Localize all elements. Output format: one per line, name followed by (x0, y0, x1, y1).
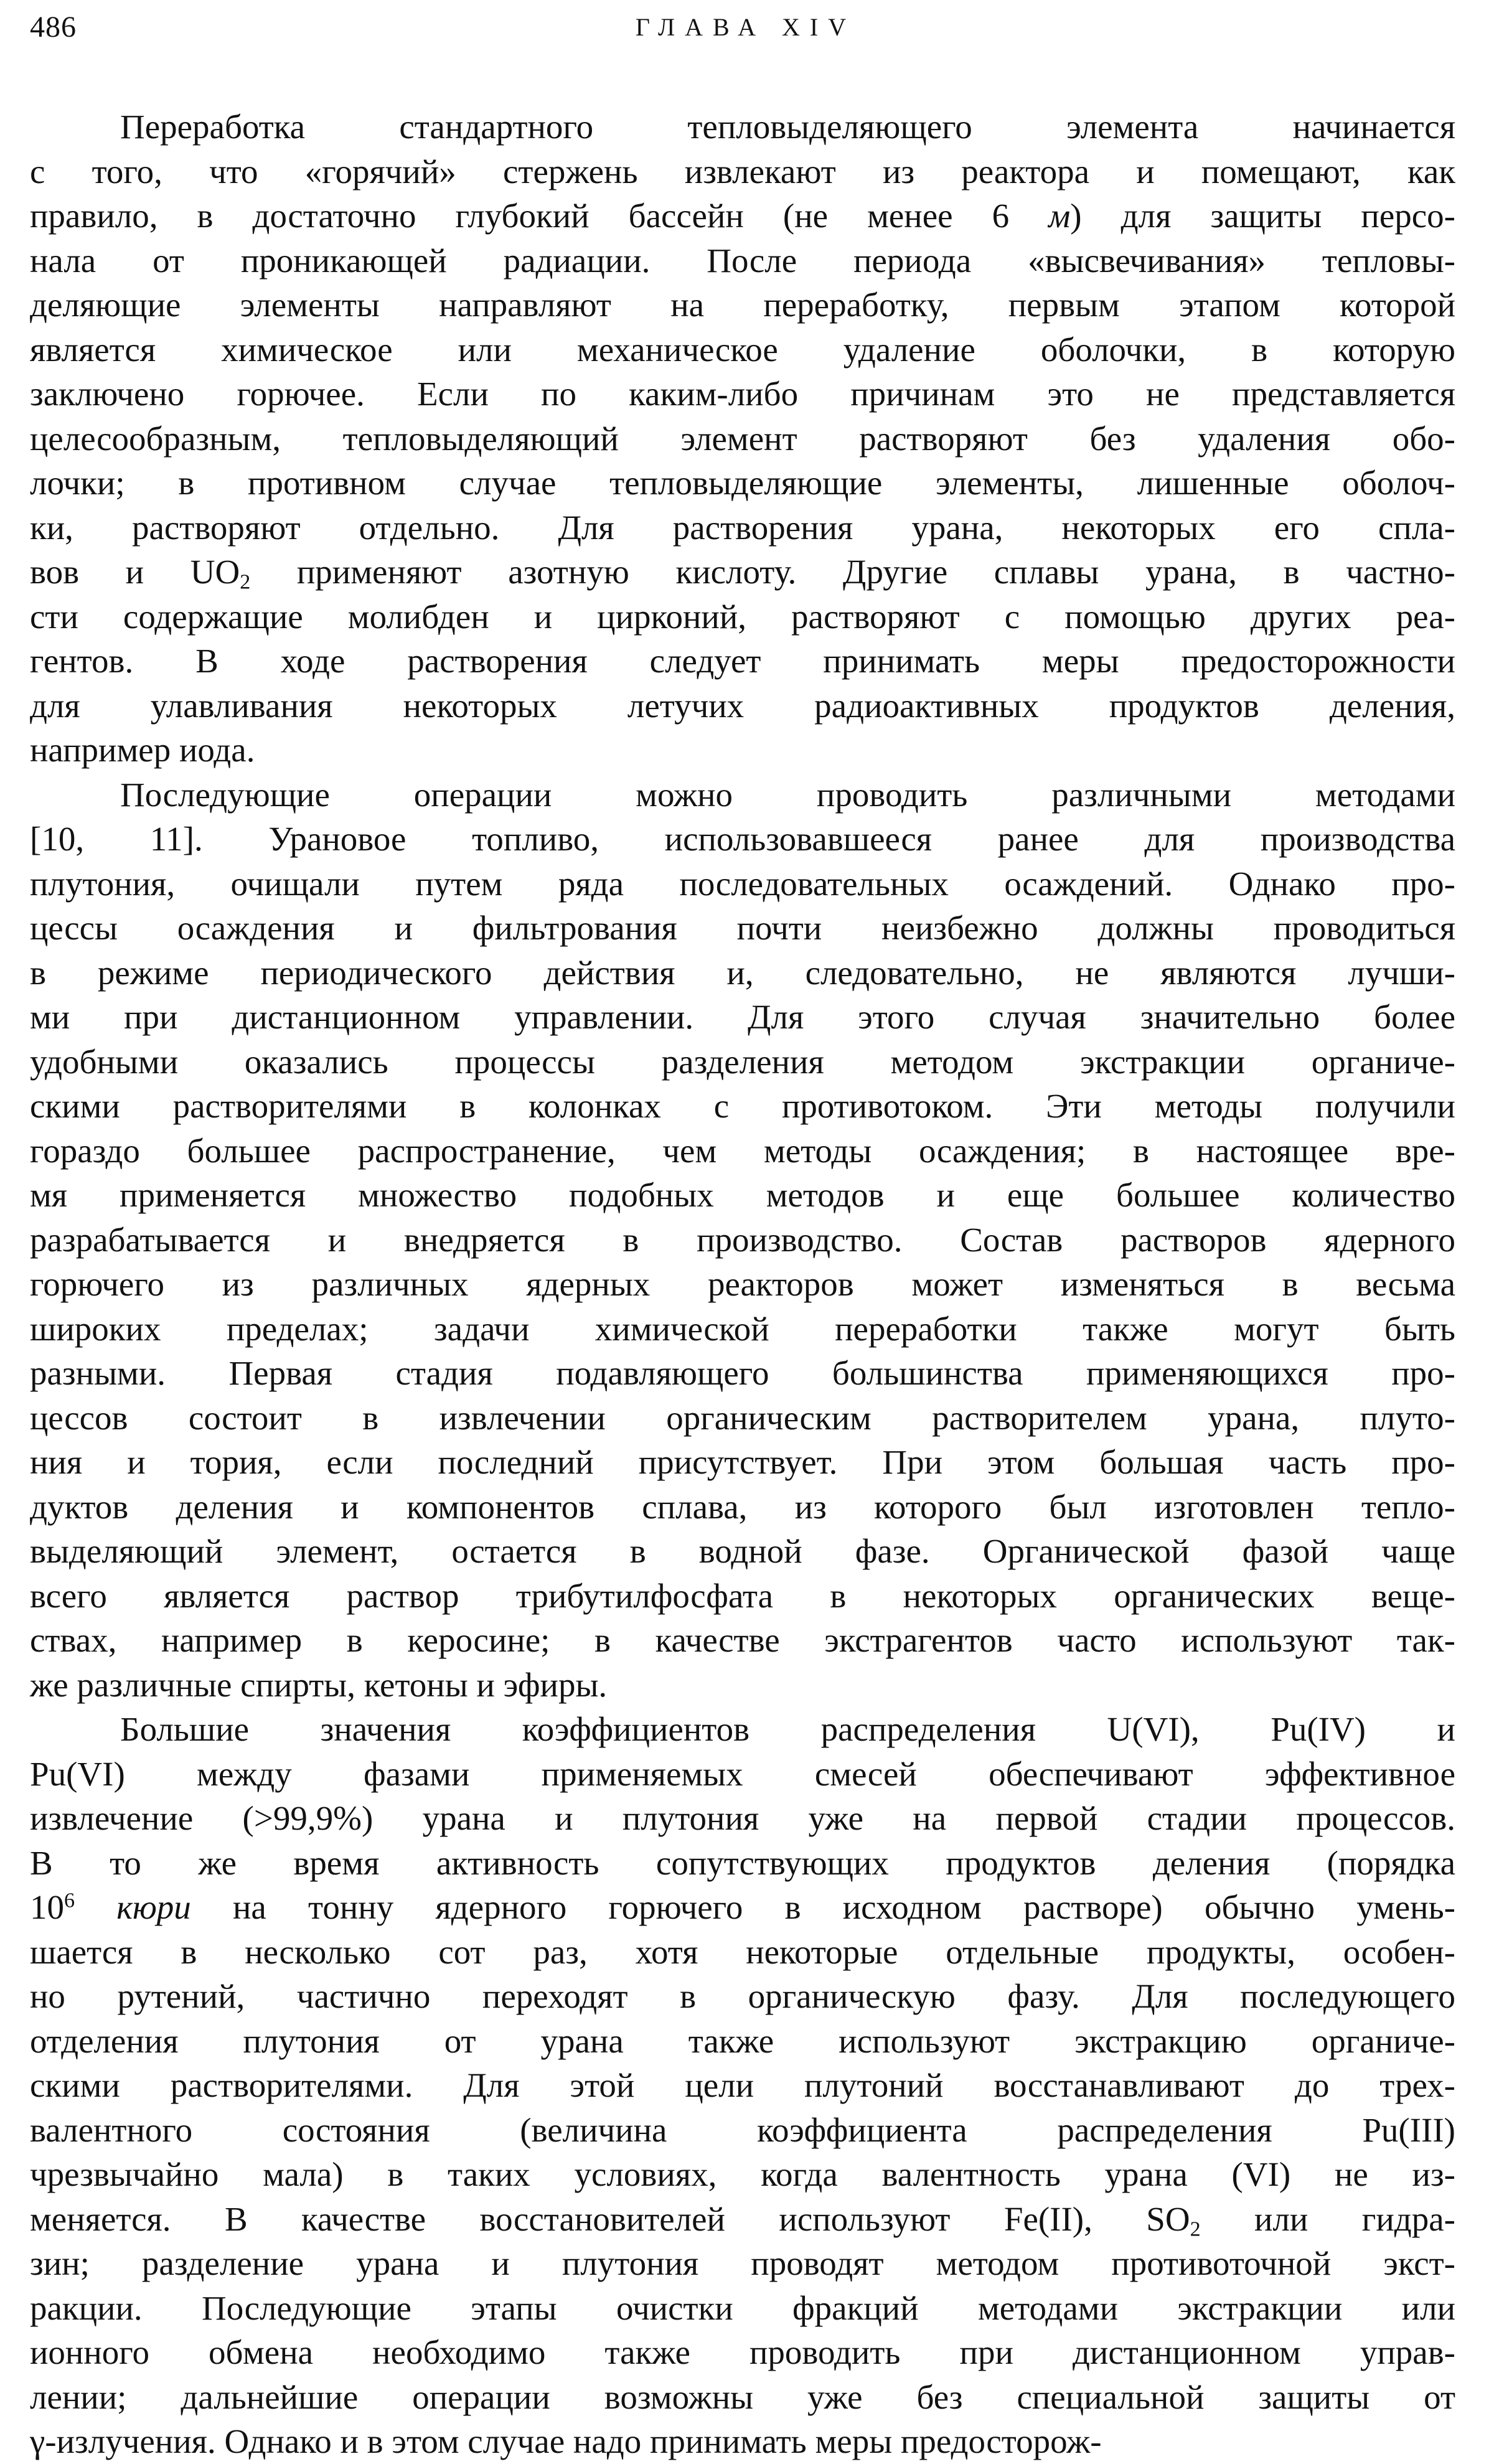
text-line: разными. Первая стадия подавляющего большинства применяющихся про- (30, 1354, 1455, 1392)
text-line: цессы осаждения и фильтрования почти неизбежно должны проводиться (30, 909, 1455, 947)
text-line: сти содержащие молибден и цирконий, растворяют с помощью других реа- (30, 597, 1455, 636)
text-line: чрезвычайно мала) в таких условиях, когда валентность урана (VI) не из- (30, 2155, 1455, 2193)
text-line: Большие значения коэффициентов распределения U(VI), Pu(IV) и (120, 1710, 1455, 1748)
text-line: меняется. В качестве восстановителей используют Fe(II), $SO_2$ или гидра- (30, 2199, 1455, 2241)
text-line: с того, что «горячий» стержень извлекают из реактора и помещают, как (30, 152, 1455, 190)
page-header (30, 9, 1462, 46)
text-line: ми при дистанционном управлении. Для этого случая значительно более (30, 998, 1455, 1036)
text-line: деляющие элементы направляют на переработку, первым этапом которой (30, 286, 1455, 324)
text-line: правило, в достаточно глубокий бассейн (не менее 6 м) для защиты персо- (30, 197, 1455, 235)
text-line: зин; разделение урана и плутония проводят методом противоточной экст- (30, 2244, 1455, 2282)
paragraph-3 (30, 1707, 1455, 2464)
text-line: дуктов деления и компонентов сплава, из которого был изготовлен тепло- (30, 1487, 1455, 1526)
paragraph-1 (30, 105, 1455, 773)
text-line: целесообразным, тепловыделяющий элемент растворяют без удаления обо- (30, 419, 1455, 458)
text-line: удобными оказались процессы разделения методом экстракции органиче- (30, 1042, 1455, 1081)
text-line: широких пределах; задачи химической переработки также могут быть (30, 1309, 1455, 1348)
chapter-running-title: ГЛАВА XIV (635, 13, 857, 41)
text-line: лении; дальнейшие операции возможны уже без специальной защиты от (30, 2377, 1455, 2416)
text-line: ионного обмена необходимо также проводить при дистанционном управ- (30, 2333, 1455, 2371)
text-line: но рутений, частично переходят в органическую фазу. Для последующего (30, 1977, 1455, 2015)
text-line: ракции. Последующие этапы очистки фракций методами экстракции или (30, 2288, 1455, 2327)
paragraph-2 (30, 773, 1455, 1708)
text-line: $10^6$ кюри на тонну ядерного горючего в исходном растворе) обычно умень- (30, 1888, 1455, 1926)
text-line: разрабатывается и внедряется в производство. Состав растворов ядерного (30, 1220, 1455, 1259)
text-line: в режиме периодического действия и, следовательно, не являются лучши- (30, 953, 1455, 992)
page-number: 486 (30, 11, 77, 44)
text-line: является химическое или механическое удаление оболочки, в которую (30, 330, 1455, 369)
text-line: для улавливания некоторых летучих радиоактивных продуктов деления, (30, 686, 1455, 725)
text-line: шается в несколько сот раз, хотя некоторые отдельные продукты, особен- (30, 1932, 1455, 1971)
text-line: же различные спирты, кетоны и эфиры. (30, 1665, 608, 1704)
text-line: [10, 11]. Урановое топливо, использовавшееся ранее для производства (30, 820, 1455, 858)
text-line: скими растворителями. Для этой цели плутоний восстанавливают до трех- (30, 2066, 1455, 2104)
text-line: нала от проникающей радиации. После периода «высвечивания» тепловы- (30, 241, 1455, 280)
text-line: Pu(VI) между фазами применяемых смесей обеспечивают эффективное (30, 1754, 1455, 1793)
text-line: Переработка стандартного тепловыделяющего элемента начинается (120, 108, 1455, 146)
body-text (30, 105, 1455, 2464)
text-line: гентов. В ходе растворения следует принимать меры предосторожности (30, 642, 1455, 680)
text-line: заключено горючее. Если по каким-либо причинам это не представляется (30, 375, 1455, 413)
text-line: извлечение (>99,9%) урана и плутония уже на первой стадии процессов. (30, 1799, 1455, 1837)
text-line: горючего из различных ядерных реакторов может изменяться в весьма (30, 1265, 1455, 1303)
text-line: Последующие операции можно проводить различными методами (120, 775, 1455, 814)
text-line: лочки; в противном случае тепловыделяющие элементы, лишенные оболоч- (30, 464, 1455, 502)
text-line: мя применяется множество подобных методов и еще большее количество (30, 1176, 1455, 1214)
text-line: ния и тория, если последний присутствует. При этом большая часть про- (30, 1443, 1455, 1481)
text-line: выделяющий элемент, остается в водной фазе. Органической фазой чаще (30, 1532, 1455, 1570)
text-line: ки, растворяют отдельно. Для растворения урана, некоторых его спла- (30, 508, 1455, 547)
text-line: например иода. (30, 731, 255, 769)
text-line: скими растворителями в колонках с противотоком. Эти методы получили (30, 1087, 1455, 1125)
text-line: отделения плутония от урана также используют экстракцию органиче- (30, 2021, 1455, 2060)
text-line: вов и $UO_2$ применяют азотную кислоту. Другие сплавы урана, в частно- (30, 553, 1455, 594)
text-line: гораздо большее распространение, чем методы осаждения; в настоящее вре- (30, 1131, 1455, 1170)
text-line: ствах, например в керосине; в качестве экстрагентов часто используют так- (30, 1621, 1455, 1659)
text-line: валентного состояния (величина коэффициента распределения Pu(III) (30, 2110, 1455, 2149)
text-line: γ-излучения. Однако и в этом случае надо принимать меры предосторож- (30, 2422, 1102, 2460)
text-line: В то же время активность сопутствующих продуктов деления (порядка (30, 1843, 1455, 1882)
text-line: плутония, очищали путем ряда последовательных осаждений. Однако про- (30, 864, 1455, 903)
text-line: цессов состоит в извлечении органическим растворителем урана, плуто- (30, 1398, 1455, 1437)
text-line: всего является раствор трибутилфосфата в некоторых органических веще- (30, 1576, 1455, 1615)
